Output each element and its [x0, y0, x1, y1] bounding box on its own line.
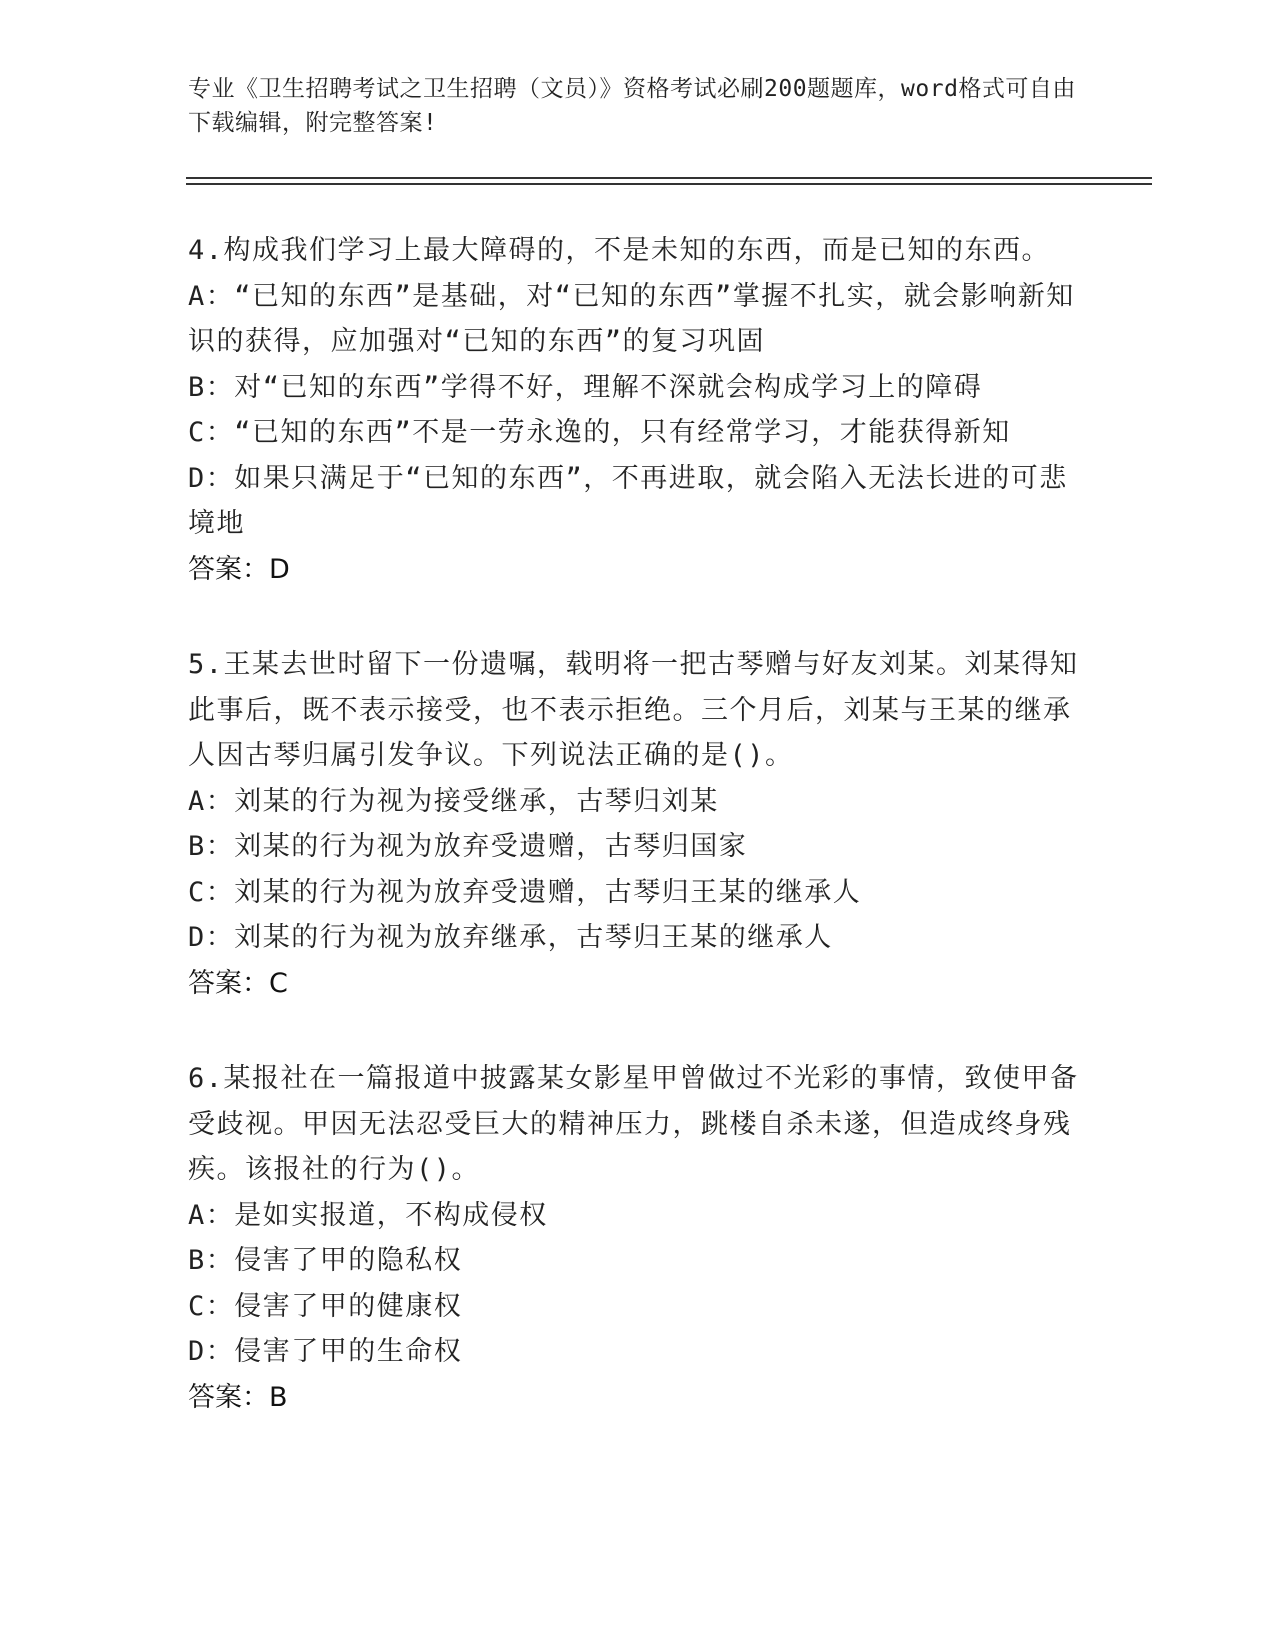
option-a: A：是如实报道，不构成侵权: [188, 1199, 548, 1231]
question-stem: 5.王某去世时留下一份遗嘱，载明将一把古琴赠与好友刘某。刘某得知此事后，既不表示接受，也不表示拒绝。三个月后，刘某与王某的继承人因古琴归属引发争议。下列说法正确的是()。: [188, 649, 1079, 771]
option-b: B：刘某的行为视为放弃受遗赠，古琴归国家: [188, 831, 748, 862]
option-d: D：如果只满足于“已知的东西”，不再进取，就会陷入无法长进的可悲境地: [188, 462, 1068, 539]
header-divider-bottom: [186, 183, 1152, 185]
question-4: [188, 228, 1088, 592]
option-a: A：刘某的行为视为接受继承，古琴归刘某: [188, 785, 719, 817]
question-stem: 4.构成我们学习上最大障碍的，不是未知的东西，而是已知的东西。: [188, 235, 1051, 266]
option-d: D：侵害了甲的生命权: [188, 1336, 463, 1367]
answer-label: 答案：D: [188, 553, 290, 585]
question-list: [188, 228, 1088, 1470]
option-b: B：侵害了甲的隐私权: [188, 1245, 463, 1276]
option-d: D：刘某的行为视为放弃继承，古琴归王某的继承人: [188, 922, 833, 953]
question-5: [188, 642, 1088, 1006]
option-c: C：刘某的行为视为放弃受遗赠，古琴归王某的继承人: [188, 876, 862, 908]
header-divider-top: [186, 177, 1152, 179]
answer-label: 答案：B: [188, 1381, 288, 1413]
question-stem: 6.某报社在一篇报道中披露某女影星甲曾做过不光彩的事情，致使甲备受歧视。甲因无法忍受巨大的精神压力，跳楼自杀未遂，但造成终身残疾。该报社的行为()。: [188, 1063, 1079, 1185]
answer-label: 答案：C: [188, 967, 288, 999]
option-b: B：对“已知的东西”学得不好，理解不深就会构成学习上的障碍: [188, 371, 983, 403]
option-c: C：“已知的东西”不是一劳永逸的，只有经常学习，才能获得新知: [188, 417, 1011, 448]
option-c: C：侵害了甲的健康权: [188, 1290, 463, 1322]
question-6: [188, 1056, 1088, 1420]
option-a: A：“已知的东西”是基础，对“已知的东西”掌握不扎实，就会影响新知识的获得，应加强对“已知的东西”的复习巩固: [188, 280, 1075, 357]
document-header: 专业《卫生招聘考试之卫生招聘（文员）》资格考试必刷200题题库，word格式可自由下载编辑，附完整答案!: [188, 76, 1076, 136]
